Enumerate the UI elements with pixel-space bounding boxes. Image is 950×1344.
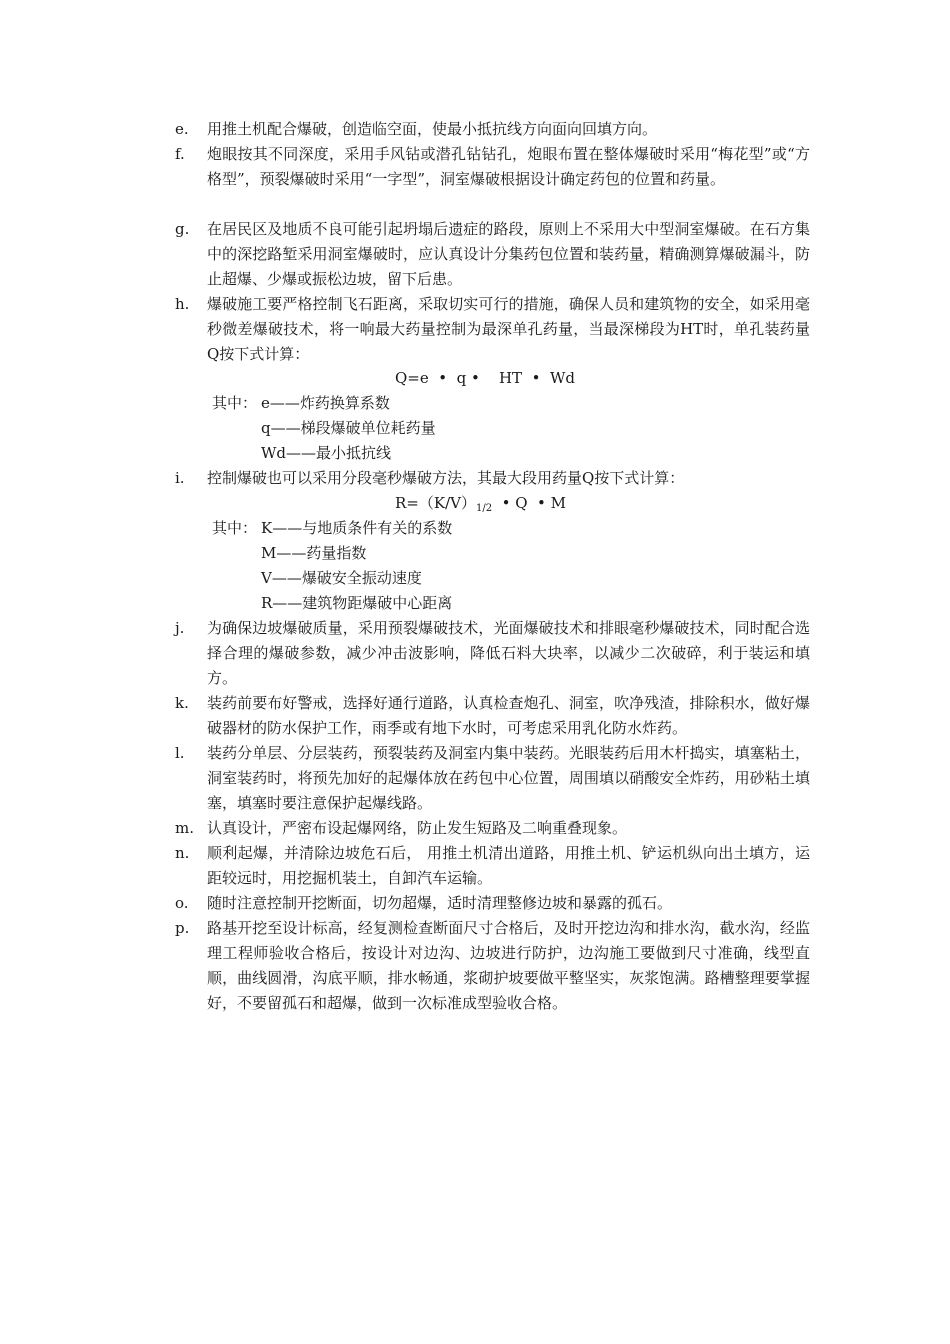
item-text: 为确保边坡爆破质量，采用预裂爆破技术，光面爆破技术和排眼毫秒爆破技术，同时配合选择合理的爆破参数，减少冲击波影响，降低石料大块率，以减少二次破碎，利于装运和填方。: [207, 619, 810, 687]
item-label: n.: [175, 844, 190, 862]
item-label: k.: [175, 694, 189, 712]
item-text: 控制爆破也可以采用分段毫秒爆破方法，其最大段用药量Q按下式计算：: [207, 469, 685, 487]
definition-line: V——爆破安全振动速度: [261, 569, 422, 587]
list-item-h: [175, 292, 810, 367]
item-label: o.: [175, 894, 189, 912]
item-label: g.: [175, 220, 190, 238]
item-text: 装药前要布好警戒，选择好通行道路，认真检查炮孔、洞室，吹净残渣，排除积水，做好爆破器材的防水保护工作，雨季或有地下水时，可考虑采用乳化防水炸药。: [207, 694, 810, 737]
item-text: 随时注意控制开挖断面，切勿超爆，适时清理整修边坡和暴露的孤石。: [207, 894, 673, 912]
definition-line: q——梯段爆破单位耗药量: [261, 419, 436, 437]
item-text: 在居民区及地质不良可能引起坍塌后遗症的路段，原则上不采用大中型洞室爆破。在石方集中的深挖路堑采用洞室爆破时，应认真设计分集药包位置和装药量，精确测算爆破漏斗，防止超爆、少爆或振松边坡，留下后患。: [207, 220, 810, 288]
definition-line: R——建筑物距爆破中心距离: [261, 594, 453, 612]
item-label: e.: [175, 120, 189, 138]
definition-intro: 其中：: [212, 394, 258, 412]
formula-r-exponent: 1/2: [475, 503, 493, 514]
item-text: 炮眼按其不同深度，采用手风钻或潜孔钻钻孔，炮眼布置在整体爆破时采用“梅花型”或“方格型”，预裂爆破时采用“一字型”，洞室爆破根据设计确定药包的位置和药量。: [207, 145, 810, 188]
item-label: j.: [175, 619, 185, 637]
list-item-i: [175, 466, 810, 491]
item-label: h.: [175, 295, 190, 313]
definition-line: e——炸药换算系数: [261, 394, 390, 412]
definition-line: K——与地质条件有关的系数: [261, 519, 453, 537]
list-item-n: [175, 841, 810, 891]
list-item-g: [175, 217, 810, 292]
list-item-l: [175, 741, 810, 816]
item-text: 认真设计，严密布设起爆网络，防止发生短路及二响重叠现象。: [207, 819, 628, 837]
definition-intro: 其中：: [212, 519, 258, 537]
list-item-f: [175, 142, 810, 192]
definition-line: Wd——最小抵抗线: [261, 444, 392, 462]
list-item-k: [175, 691, 810, 741]
list-item-p: [175, 916, 810, 1016]
item-label: l.: [175, 744, 185, 762]
item-text: 装药分单层、分层装药，预裂装药及洞室内集中装药。光眼装药后用木杆捣实，填塞粘土，洞室装药时，将预先加好的起爆体放在药包中心位置，周围填以硝酸安全炸药，用砂粘土填塞，填塞时要注意保护起爆线路。: [207, 744, 810, 812]
item-label: p.: [175, 919, 190, 937]
item-label: m.: [175, 819, 194, 837]
formula-r-main: R=（K/V）: [395, 494, 476, 512]
list-item-e: [175, 117, 810, 142]
item-label: i.: [175, 469, 185, 487]
item-text: 用推土机配合爆破，创造临空面，使最小抵抗线方向面向回填方向。: [207, 120, 658, 138]
item-text: 路基开挖至设计标高，经复测检查断面尺寸合格后，及时开挖边沟和排水沟，截水沟，经监理工程师验收合格后，按设计对边沟、边坡进行防护，边沟施工要做到尺寸准确，线型直顺，曲线圆滑，沟底平顺，排水畅通，浆砌护坡要做平整坚实，灰浆饱满。路槽整理要掌握好，不要留孤石和超爆，做到一次标准成型验收合格。: [207, 919, 810, 1012]
formula-q: Q=e • q • HT • Wd: [395, 369, 575, 387]
item-text: 顺利起爆，并清除边坡危石后， 用推土机清出道路，用推土机、铲运机纵向出土填方，运距较远时，用挖掘机装土，自卸汽车运输。: [207, 844, 810, 887]
list-item-m: [175, 816, 810, 841]
definition-line: M——药量指数: [261, 544, 367, 562]
list-item-o: [175, 891, 810, 916]
formula-r-rest: • Q • M: [492, 494, 567, 512]
list-item-j: [175, 616, 810, 691]
item-label: f.: [175, 145, 185, 163]
item-text: 爆破施工要严格控制飞石距离，采取切实可行的措施，确保人员和建筑物的安全，如采用毫秒微差爆破技术，将一响最大药量控制为最深单孔药量，当最深梯段为HT时，单孔装药量Q按下式计算：: [207, 295, 810, 363]
